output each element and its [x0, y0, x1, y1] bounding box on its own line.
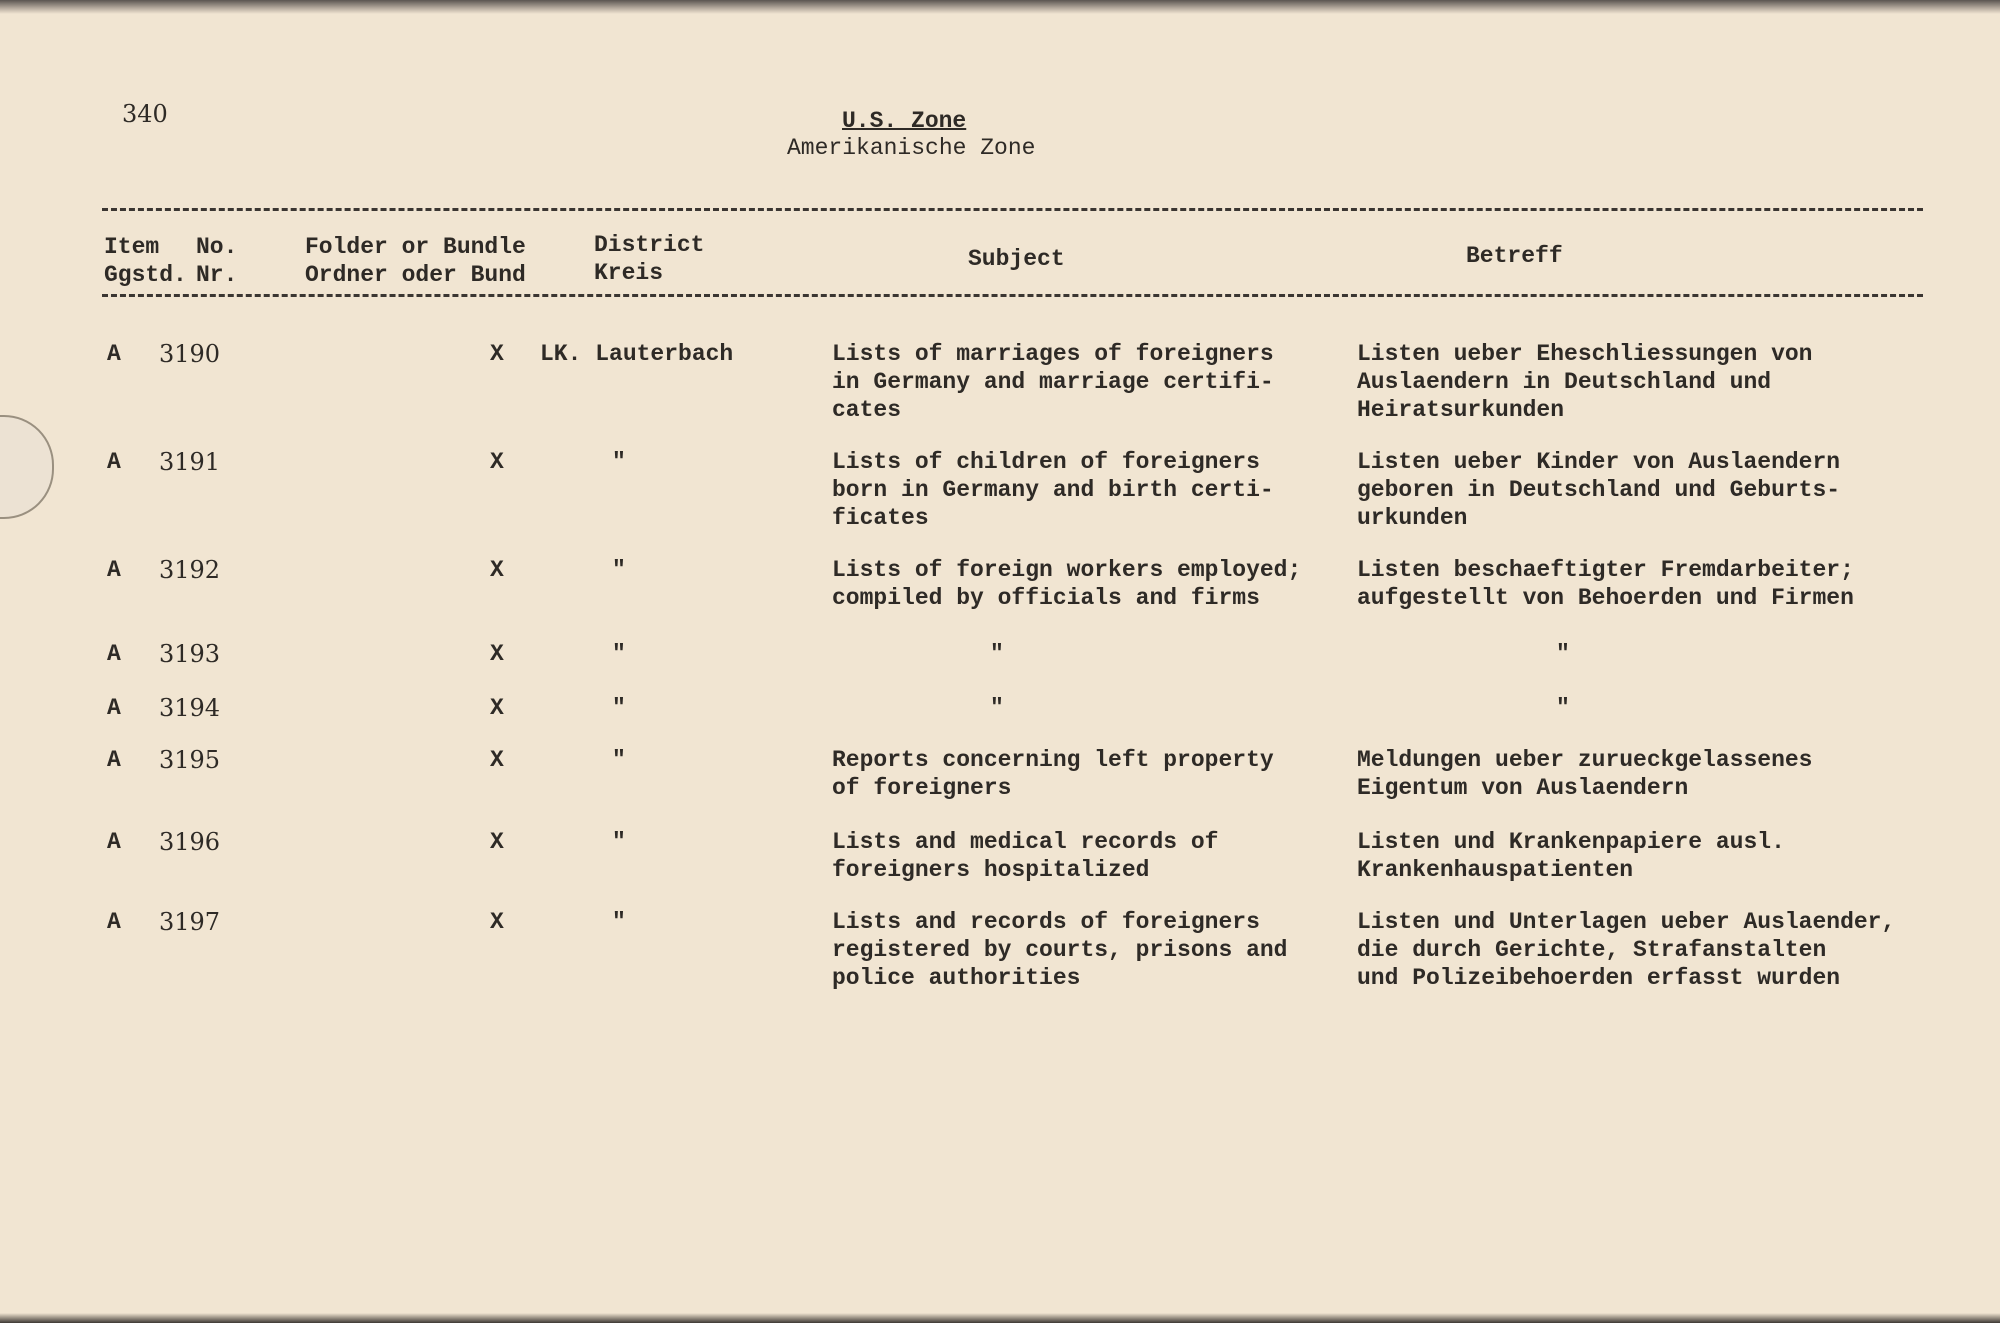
cell-district: ": [612, 747, 626, 773]
cell-district: ": [612, 695, 626, 721]
cell-folder: X: [490, 557, 504, 583]
cell-district: ": [612, 557, 626, 583]
header-folder: Folder or Bundle Ordner oder Bund: [305, 234, 526, 288]
cell-district: ": [612, 641, 626, 667]
cell-district: ": [612, 909, 626, 935]
cell-betreff: ": [1556, 695, 1570, 721]
cell-folder: X: [490, 747, 504, 773]
header-divider-top: [102, 208, 1923, 211]
cell-item: A: [107, 449, 121, 475]
cell-betreff: Listen und Krankenpapiere ausl. Krankenhauspatienten: [1357, 829, 1785, 883]
cell-item: A: [107, 641, 121, 667]
cell-subject: ": [990, 641, 1004, 667]
cell-item: A: [107, 695, 121, 721]
cell-no: 3196: [159, 828, 221, 856]
page-tab: [0, 415, 54, 519]
cell-folder: X: [490, 449, 504, 475]
cell-no: 3192: [159, 556, 221, 584]
cell-betreff: Listen beschaeftigter Fremdarbeiter; aufgestellt von Behoerden und Firmen: [1357, 557, 1854, 611]
header-betreff: Betreff: [1466, 243, 1563, 269]
cell-district: LK. Lauterbach: [540, 341, 734, 367]
page-subtitle: Amerikanische Zone: [787, 135, 1036, 161]
page-top-edge: [0, 0, 2000, 14]
page-number: 340: [122, 100, 168, 128]
header-no: No. Nr.: [196, 234, 238, 288]
header-subject: Subject: [968, 246, 1065, 272]
cell-subject: Lists and medical records of foreigners hospitalized: [832, 829, 1219, 883]
cell-item: A: [107, 829, 121, 855]
cell-betreff: Listen ueber Eheschliessungen von Auslaendern in Deutschland und Heiratsurkunden: [1357, 341, 1813, 423]
cell-betreff: Listen und Unterlagen ueber Auslaender, die durch Gerichte, Strafanstalten und Polizeibehoerden erfasst wurden: [1357, 909, 1896, 991]
cell-betreff: Listen ueber Kinder von Auslaendern geboren in Deutschland und Geburts- urkunden: [1357, 449, 1841, 531]
cell-item: A: [107, 747, 121, 773]
cell-no: 3191: [159, 448, 221, 476]
cell-folder: X: [490, 829, 504, 855]
cell-item: A: [107, 557, 121, 583]
cell-district: ": [612, 829, 626, 855]
cell-betreff: Meldungen ueber zurueckgelassenes Eigentum von Auslaendern: [1357, 747, 1813, 801]
cell-folder: X: [490, 909, 504, 935]
cell-no: 3194: [159, 694, 221, 722]
cell-district: ": [612, 449, 626, 475]
page-title: U.S. Zone: [842, 108, 967, 134]
cell-no: 3190: [159, 340, 221, 368]
page-bottom-edge: [0, 1313, 2000, 1323]
cell-item: A: [107, 341, 121, 367]
cell-betreff: ": [1556, 641, 1570, 667]
cell-subject: ": [990, 695, 1004, 721]
cell-no: 3195: [159, 746, 221, 774]
header-divider-bottom: [102, 294, 1923, 297]
cell-subject: Lists of foreign workers employed; compiled by officials and firms: [832, 557, 1302, 611]
header-district: District Kreis: [594, 232, 705, 286]
cell-subject: Reports concerning left property of foreigners: [832, 747, 1274, 801]
cell-folder: X: [490, 695, 504, 721]
cell-item: A: [107, 909, 121, 935]
cell-no: 3193: [159, 640, 221, 668]
cell-folder: X: [490, 641, 504, 667]
cell-no: 3197: [159, 908, 221, 936]
cell-folder: X: [490, 341, 504, 367]
cell-subject: Lists of marriages of foreigners in Germany and marriage certifi- cates: [832, 341, 1274, 423]
header-item: Item Ggstd.: [104, 234, 187, 288]
cell-subject: Lists and records of foreigners registered by courts, prisons and police authorities: [832, 909, 1288, 991]
cell-subject: Lists of children of foreigners born in Germany and birth certi- ficates: [832, 449, 1274, 531]
